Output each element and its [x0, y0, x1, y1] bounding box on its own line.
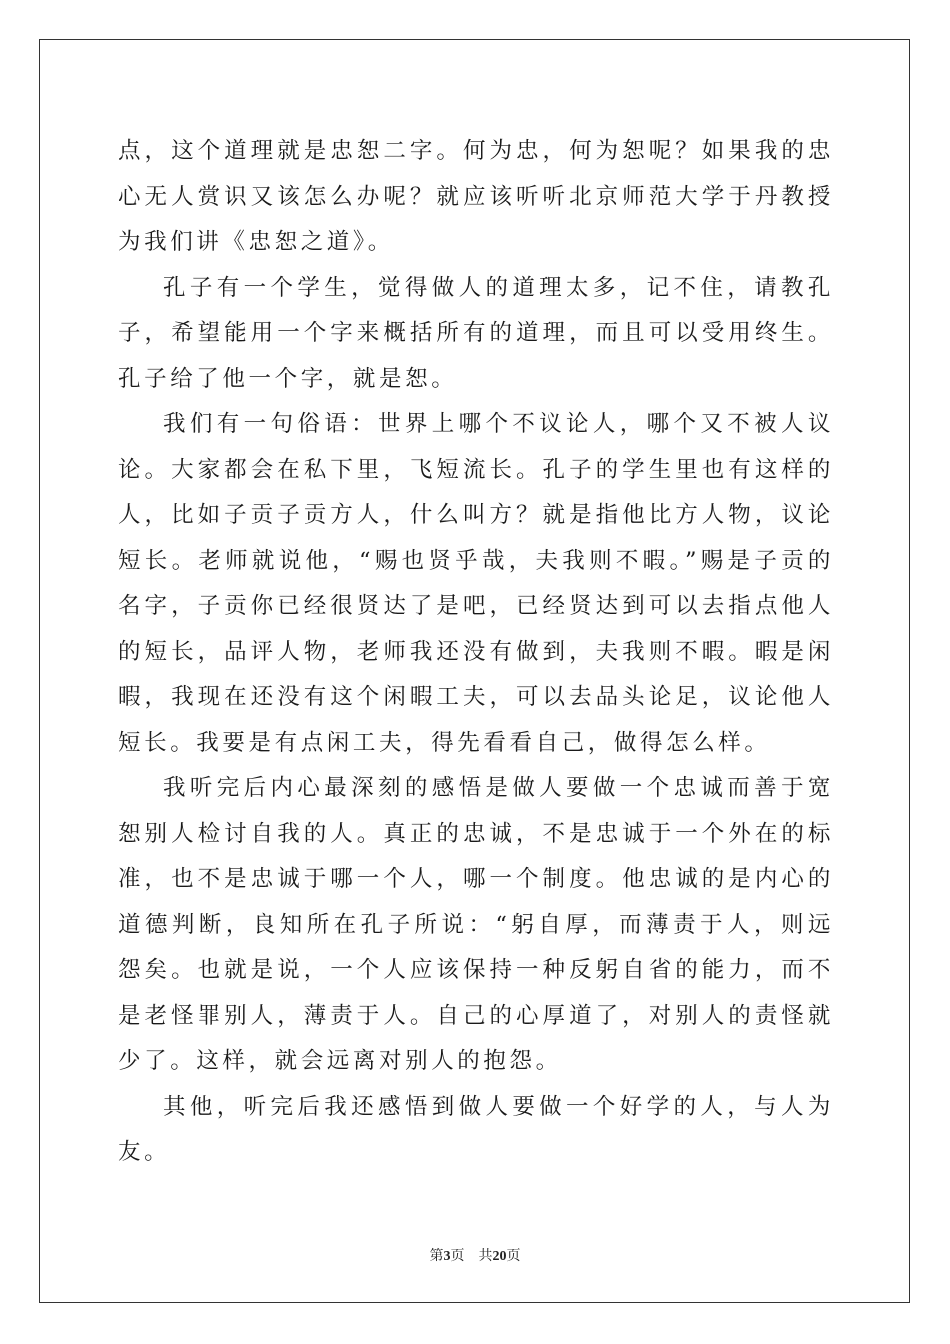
page-footer: [0, 1247, 950, 1266]
total-unit: 页: [506, 1248, 521, 1264]
page-unit: 页: [450, 1248, 465, 1264]
paragraph-4: 我听完后内心最深刻的感悟是做人要做一个忠诚而善于宽恕别人检讨自我的人。真正的忠诚，不是忠诚于一个外在的标准，也不是忠诚于哪一个人，哪一个制度。他忠诚的是内心的道德判断，良知所在孔子所说：“躬自厚，而薄责于人，则远怨矣。也就是说，一个人应该保持一种反躬自省的能力，而不是老怪罪别人，薄责于人。自己的心厚道了，对别人的责怪就少了。这样，就会远离对别人的抱怨。: [118, 775, 834, 1074]
total-page-number: 20: [492, 1249, 507, 1264]
paragraph-5: 其他，听完后我还感悟到做人要做一个好学的人，与人为友。: [118, 1093, 834, 1165]
paragraph-1: 点，这个道理就是忠恕二字。何为忠，何为恕呢？如果我的忠心无人赏识又该怎么办呢？就应该听听北京师范大学于丹教授为我们讲《忠恕之道》。: [118, 138, 834, 255]
current-page-number: 3: [443, 1249, 451, 1264]
page-prefix: 第: [429, 1248, 444, 1264]
total-prefix: 共: [478, 1248, 493, 1264]
paragraph-3: 我们有一句俗语：世界上哪个不议论人，哪个又不被人议论。大家都会在私下里，飞短流长。孔子的学生里也有这样的人，比如子贡子贡方人，什么叫方？就是指他比方人物，议论短长。老师就说他，“赐也贤乎哉，夫我则不暇。”赐是子贡的名字，子贡你已经很贤达了是吧，已经贤达到可以去指点他人的短长，品评人物，老师我还没有做到，夫我则不暇。暇是闲暇，我现在还没有这个闲暇工夫，可以去品头论足，议论他人短长。我要是有点闲工夫，得先看看自己，做得怎么样。: [118, 411, 834, 756]
document-body: [118, 129, 834, 1176]
paragraph-2: 孔子有一个学生，觉得做人的道理太多，记不住，请教孔子，希望能用一个字来概括所有的道理，而且可以受用终生。孔子给了他一个字，就是恕。: [118, 274, 834, 392]
